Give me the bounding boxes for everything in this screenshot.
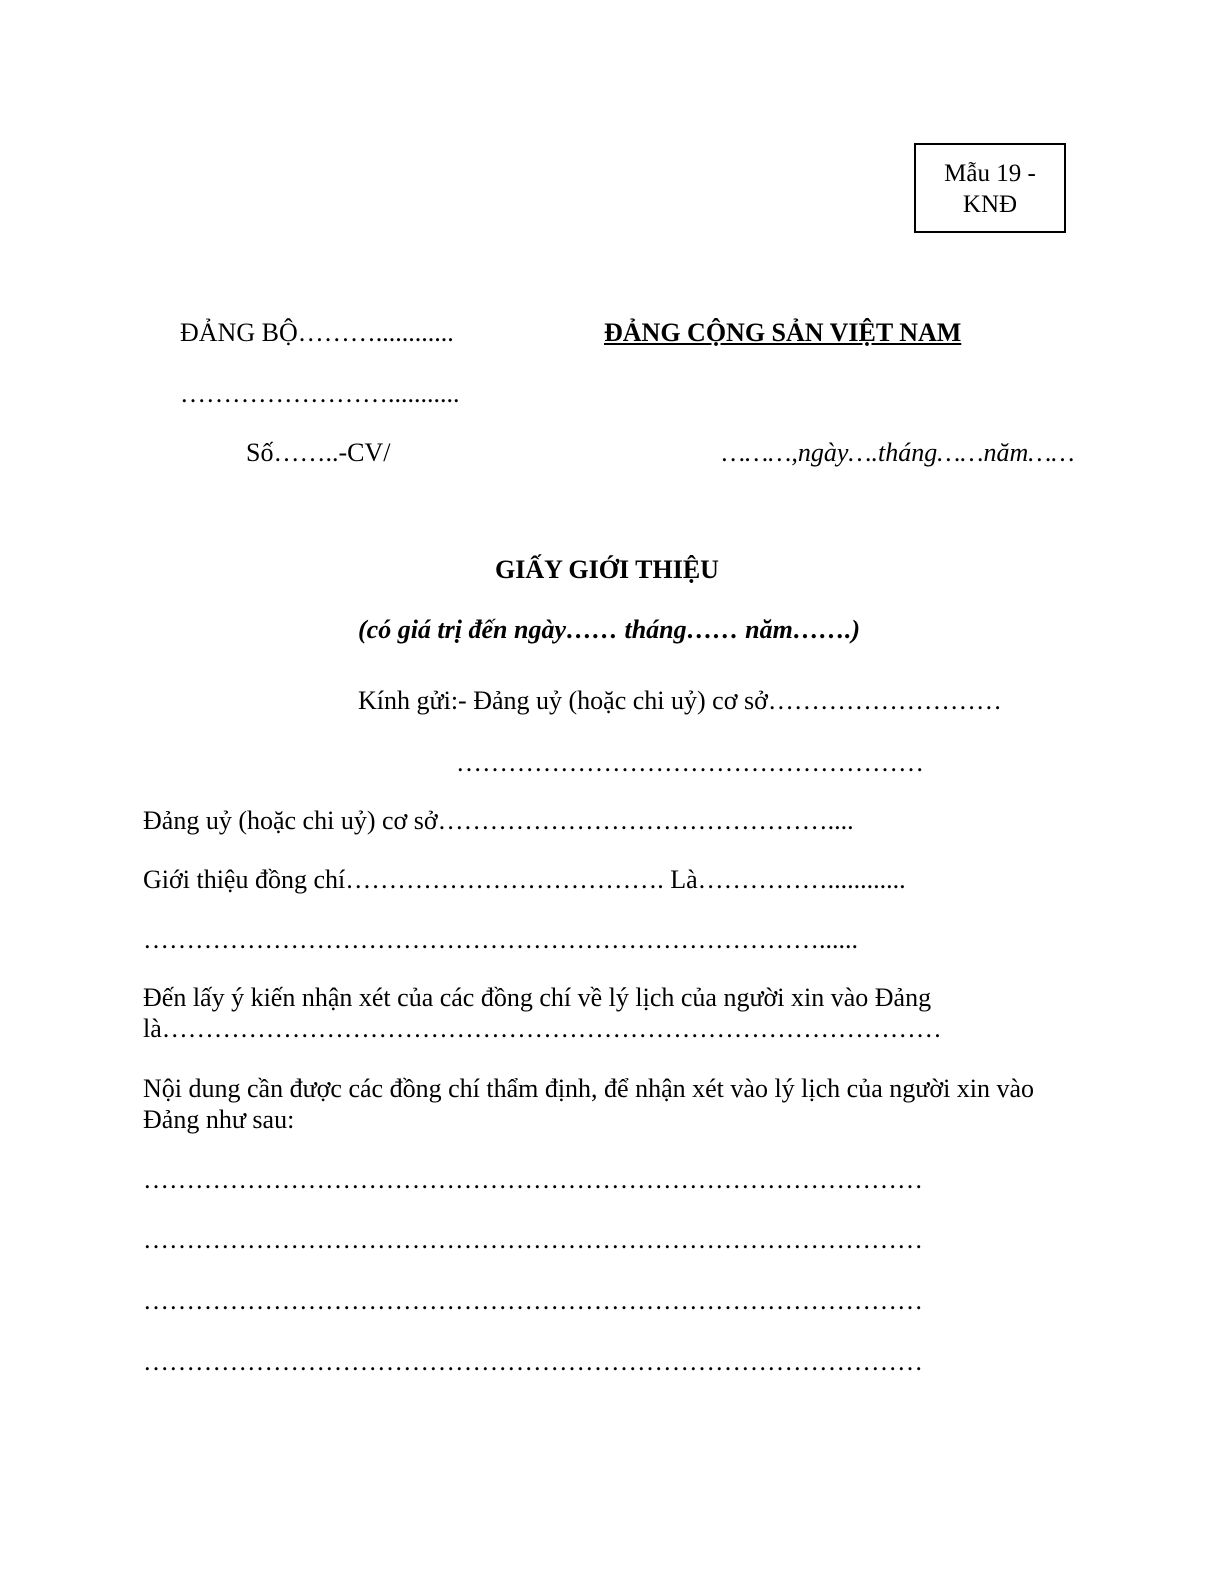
answer-line: ……………………………………………………………………………… [143,1225,923,1254]
recipient-line1: Kính gửi:- Đảng uỷ (hoặc chi uỷ) cơ sở……………………… [358,686,1002,715]
validity-note: (có giá trị đến ngày…… tháng…… năm…….) [358,615,860,644]
introduce-line: Giới thiệu đồng chí………………………………. Là……………............ [143,865,906,894]
form-code-box [914,143,1066,233]
content-line2: Đảng như sau: [143,1105,295,1134]
date-line: ………,ngày….tháng……năm…… [722,438,1075,467]
party-name: ĐẢNG CỘNG SẢN VIỆT NAM [604,318,962,347]
answer-line: ……………………………………………………………………………… [143,1165,923,1194]
blank-line: ……………………………………………………………………...... [143,925,858,954]
purpose-line2: là……………………………………………………………………………… [143,1014,942,1043]
purpose-line1: Đến lấy ý kiến nhận xét của các đồng chí về lý lịch của người xin vào Đảng [143,983,932,1012]
document-title: GIẤY GIỚI THIỆU [495,555,719,584]
sender-line: Đảng uỷ (hoặc chi uỷ) cơ sở……………………………………….... [143,806,854,835]
form-code-line2: KNĐ [962,191,1018,218]
answer-line: ……………………………………………………………………………… [143,1347,923,1376]
party-committee: ĐẢNG BỘ………............ [180,318,454,347]
document-number: Số……..-CV/ [246,438,391,467]
recipient-line2: ……………………………………………… [456,748,924,777]
answer-line: ……………………………………………………………………………… [143,1286,923,1315]
content-line1: Nội dung cần được các đồng chí thẩm định, để nhận xét vào lý lịch của người xin vào [143,1074,1035,1103]
party-committee-line2: ……………………........... [180,379,460,408]
form-code-line1: Mẫu 19 - [944,160,1036,187]
